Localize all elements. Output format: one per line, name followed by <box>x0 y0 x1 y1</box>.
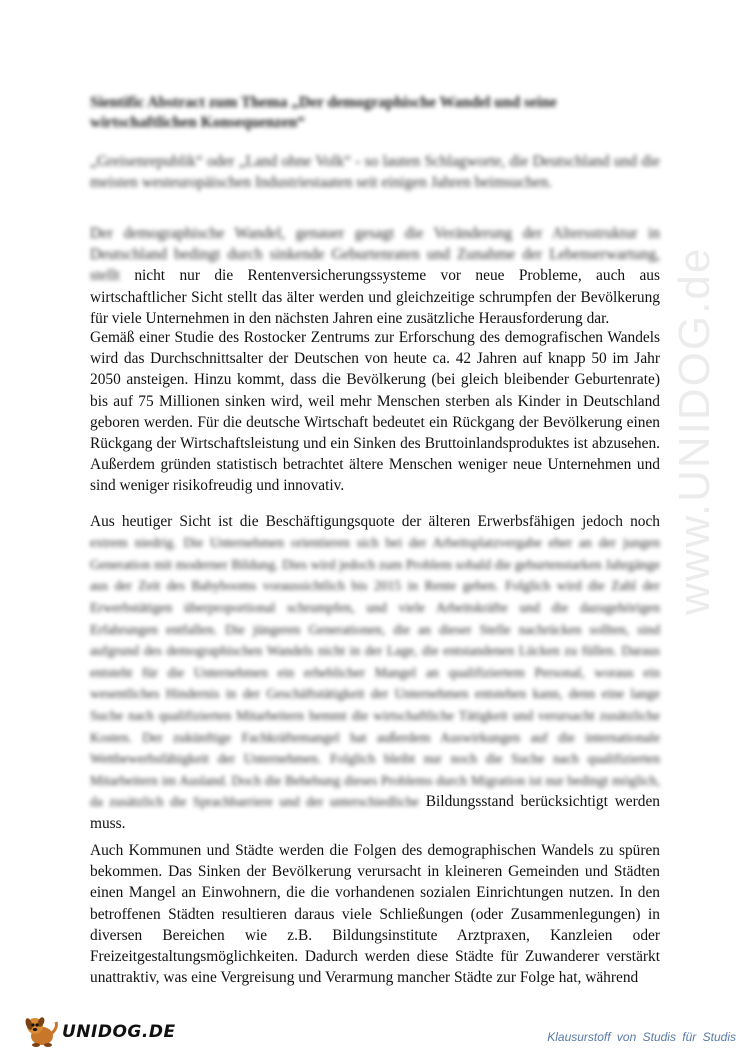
footer-tagline: Klausurstoff von Studis für Studis <box>547 1030 736 1044</box>
paragraph-blurred-text: Der demographische Wandel, genauer gesagt die Veränderung der Altersstruktur in Deutschland bedingt durch sinkende Geburtenraten und Zunahme der Lebenserwartung, stellt <box>90 225 660 285</box>
watermark-text: www.UNIDOG.de <box>670 246 719 615</box>
unidog-logo[interactable] <box>22 1014 176 1048</box>
dog-icon <box>22 1014 60 1048</box>
document-title: Sientific Abstract zum Thema „Der demographische Wandel und seine wirtschaftlichen Konsequenzen“ <box>90 94 557 131</box>
paragraph-blurred-text: extrem niedrig. Die Unternehmen orientieren sich bei der Arbeitsplatzvergabe eher an der jungen Generation mit moderner Bildung. Dies wird jedoch zum Problem sobald die geburtenstarken Jahrgänge aus der Zeit des Babybooms voraussichtlich bis 2015 in Rente gehen. Folglich wird die Zahl der Erwerbstätigen überproportional schrumpfen, und viele Arbeitskräfte und die dazugehörigen Erfahrungen entfallen. Die jüngeren Generationen, die an dieser Stelle nachrücken sollten, sind aufgrund des demographischen Wandels nicht in der Lage, die entstandenen Lücken zu füllen. Daraus entsteht für die Unternehmen ein erheblicher Mangel an qualifiziertem Personal, woraus ein wesentliches Hindernis in der Geschäftstätigkeit der Unternehmen entstehen kann, denn eine lange Suche nach qualifizierten Mitarbeitern hemmt die wirtschaftliche Tätigkeit und verursacht zusätzliche Kosten. Der zukünftige Fachkräftemangel hat außerdem Auswirkungen auf die internationale Wettbewerbsfähigkeit der Unternehmen. Folglich bleibt nur noch die Suche nach qualifizierten Mitarbeitern im Ausland. Doch die Behebung dieses Problems durch Migration ist nur bedingt möglich, da zusätzlich die Sprachbarriere und der unterschiedliche <box>90 535 660 810</box>
paragraph-municipalities: Auch Kommunen und Städte werden die Folgen des demographischen Wandels zu spüren bekommen. Das Sinken der Bevölkerung verursacht in kleineren Gemeinden und Städten einen Mangel an Einwohnern, die die vorhandenen sozialen Einrichtungen nutzen. In den betroffenen Städten resultieren daraus viele Schließungen (oder Zusammenlegungen) in diversen Bereichen wie z.B. Bildungsinstitute Arztpraxen, Kanzleien oder Freizeitgestaltungsmöglichkeiten. Dadurch werden diese Städte für Zuwanderer verstärkt unattraktiv, was eine Vergreisung und Verarmung mancher Städte zur Folge hat, während <box>90 842 660 987</box>
paragraph-demographic-change <box>90 223 660 329</box>
logo-text: UNIDOG.DE <box>62 1022 176 1042</box>
paragraph-text: Bildungsstand berücksichtigt werden muss. <box>90 793 660 832</box>
paragraph-rostock-study: Gemäß einer Studie des Rostocker Zentrums zur Erforschung des demografischen Wandels wird das Durchschnittsalter der Deutschen von heute ca. 42 Jahren auf knapp 50 im Jahr 2050 ansteigen. Hinzu kommt, dass die Bevölkerung (bei gleich bleibender Geburtenrate) bis auf 75 Millionen sinken wird, weil mehr Menschen sterben als Kinder in Deutschland geboren werden. Für die deutsche Wirtschaft bedeutet ein Rückgang der Bevölkerung einen Rückgang der Wirtschaftsleistung und ein Sinken des Bruttoinlandsproduktes ist abzusehen. Außerdem gründen statistisch betrachtet ältere Menschen weniger neue Unternehmen und sind weniger risikofreudig und innovativ. <box>90 329 660 495</box>
paragraph-intro: „Greisenrepublik“ oder „Land ohne Volk“ - so lauten Schlagworte, die Deutschland und die meisten westeuropäischen Industriestaaten seit einigen Jahren beimsuchen. <box>90 153 660 192</box>
paragraph-text: nicht nur die Rentenversicherungssysteme vor neue Probleme, auch aus wirtschaftlicher Sicht stellt das älter werden und gleichzeitige schrumpfen der Bevölkerung für viele Unternehmen in den nächsten Jahren eine zusätzliche Herausforderung dar. <box>90 267 660 327</box>
paragraph-text: Aus heutiger Sicht ist die Beschäftigungsquote der älteren Erwerbsfähigen jedoch noch <box>90 513 660 530</box>
paragraph-employment <box>90 511 660 834</box>
